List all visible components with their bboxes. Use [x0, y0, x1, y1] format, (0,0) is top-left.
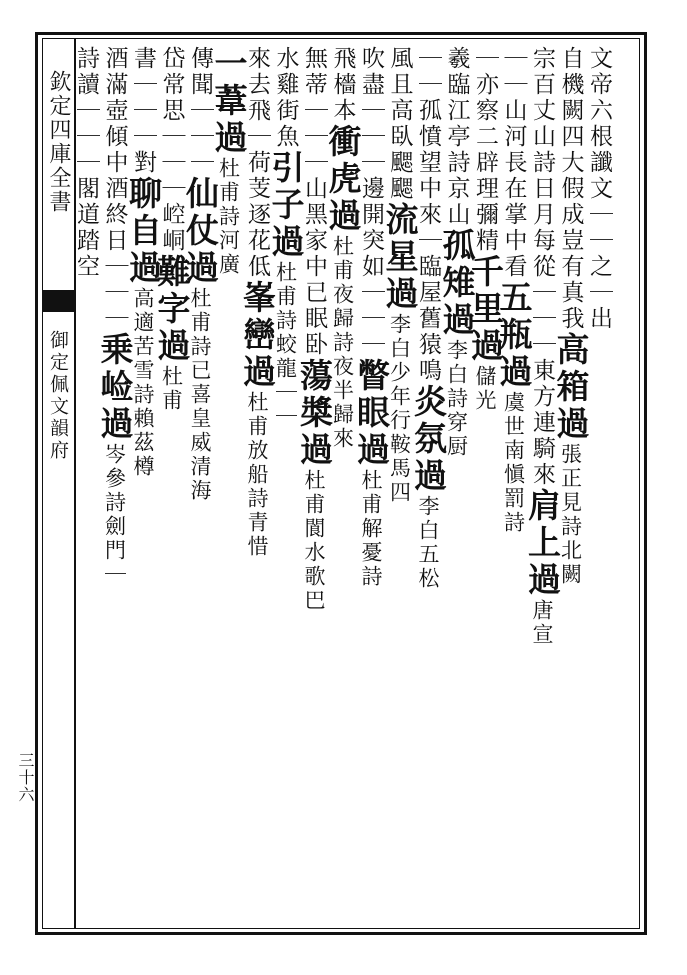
- text-run: 傳聞｜｜｜: [187, 46, 213, 176]
- text-run: 虞世南愼罰詩: [501, 391, 526, 535]
- text-run: 李白詩穿厨: [444, 339, 469, 459]
- text-run: 書｜｜｜對: [130, 46, 156, 176]
- text-run: 杜甫夜歸詩夜半歸來: [330, 235, 355, 451]
- text-run: ｜亦察二辟理彌精: [472, 46, 498, 254]
- text-run: 杜甫放船詩青惜: [245, 391, 269, 559]
- text-run: 高適苦雪詩賴茲樽: [131, 287, 155, 479]
- headword: 衝虎過: [323, 124, 363, 235]
- text-run: 李白五松: [416, 495, 440, 591]
- headword: 孤雉過: [437, 228, 477, 339]
- margin-subtitle: 御定佩文韻府: [47, 330, 69, 462]
- text-run: 中酒終日｜｜｜: [101, 150, 128, 332]
- headword: 炎氛過: [409, 384, 448, 495]
- text-run: 羲臨江亭詩京山: [443, 46, 470, 228]
- headword: 流星過: [380, 202, 420, 313]
- headword: 引子過: [266, 150, 306, 261]
- text-run: 酒滿壺傾: [101, 46, 128, 150]
- text-run: 宗百丈山詩日月每從: [529, 46, 555, 280]
- text-run: ｜｜孤憤望中來: [415, 46, 441, 228]
- text-run: 張正見詩北闕: [558, 443, 583, 587]
- headword: 聊自過: [124, 176, 163, 287]
- text-run: ｜｜｜東方連騎來: [529, 280, 555, 488]
- headword: 肩上過: [523, 488, 562, 599]
- text-run: 邊開突如｜｜｜: [358, 176, 384, 358]
- headword: 千里過: [466, 254, 505, 365]
- text-run: 水雞街魚: [272, 46, 299, 150]
- page-number: 三十六: [16, 752, 35, 803]
- text-run: 飛檣本: [329, 46, 356, 124]
- text-run: 吹盡｜｜｜: [358, 46, 384, 176]
- text-run: 杜甫: [159, 365, 184, 413]
- text-run: 杜甫詩蛟龍｜｜: [273, 261, 298, 429]
- text-run: ｜｜｜山黑家中已眠卧: [301, 98, 327, 358]
- headword: 一葦過: [209, 46, 249, 157]
- headword: 高箱過: [551, 332, 591, 443]
- text-run: 李白少年行鞍馬四: [387, 313, 412, 505]
- text-run: 風且高臥颸颸: [386, 46, 413, 202]
- margin-title: 欽定四庫全書: [46, 70, 71, 214]
- text-run: 岑參詩劍門｜: [102, 443, 127, 587]
- text-run: ｜｜｜閣道踏空: [73, 98, 99, 280]
- text-run: 杜甫閬水歌巴: [302, 469, 326, 613]
- headword: 蕩槳過: [295, 358, 334, 469]
- text-run: ｜｜之｜出: [586, 202, 612, 332]
- headword: 難字過: [152, 254, 192, 365]
- text-run: 杜甫詩已喜皇威清海: [188, 287, 212, 503]
- text-run: 無蒂: [301, 46, 327, 98]
- text-run: 杜甫解憂詩: [359, 469, 383, 589]
- headword: 峯巒過: [238, 280, 277, 391]
- text-run: 杜甫詩河廣: [216, 157, 241, 277]
- text-run: 唐宣: [530, 599, 554, 647]
- headword: 瞥眼過: [352, 358, 391, 469]
- text-run: ｜臨屋舊猿鳴: [415, 228, 441, 384]
- text-run: 文帝六根讖文: [586, 46, 612, 202]
- text-column: [67, 46, 105, 916]
- text-run: ｜荷芰逐花低: [244, 124, 270, 280]
- text-run: 來去飛: [244, 46, 270, 124]
- headword: 五瓶過: [494, 280, 534, 391]
- text-run: 儲光: [473, 365, 497, 413]
- text-run: 岱常思｜｜｜崆峒: [158, 46, 185, 254]
- text-run: 詩讀: [73, 46, 99, 98]
- text-run: ｜｜山河長在掌中看: [500, 46, 527, 280]
- headword: 仙仗過: [181, 176, 220, 287]
- headword: 乗崄過: [95, 332, 135, 443]
- text-run: 自機闕四大假成豈有真我: [557, 46, 584, 332]
